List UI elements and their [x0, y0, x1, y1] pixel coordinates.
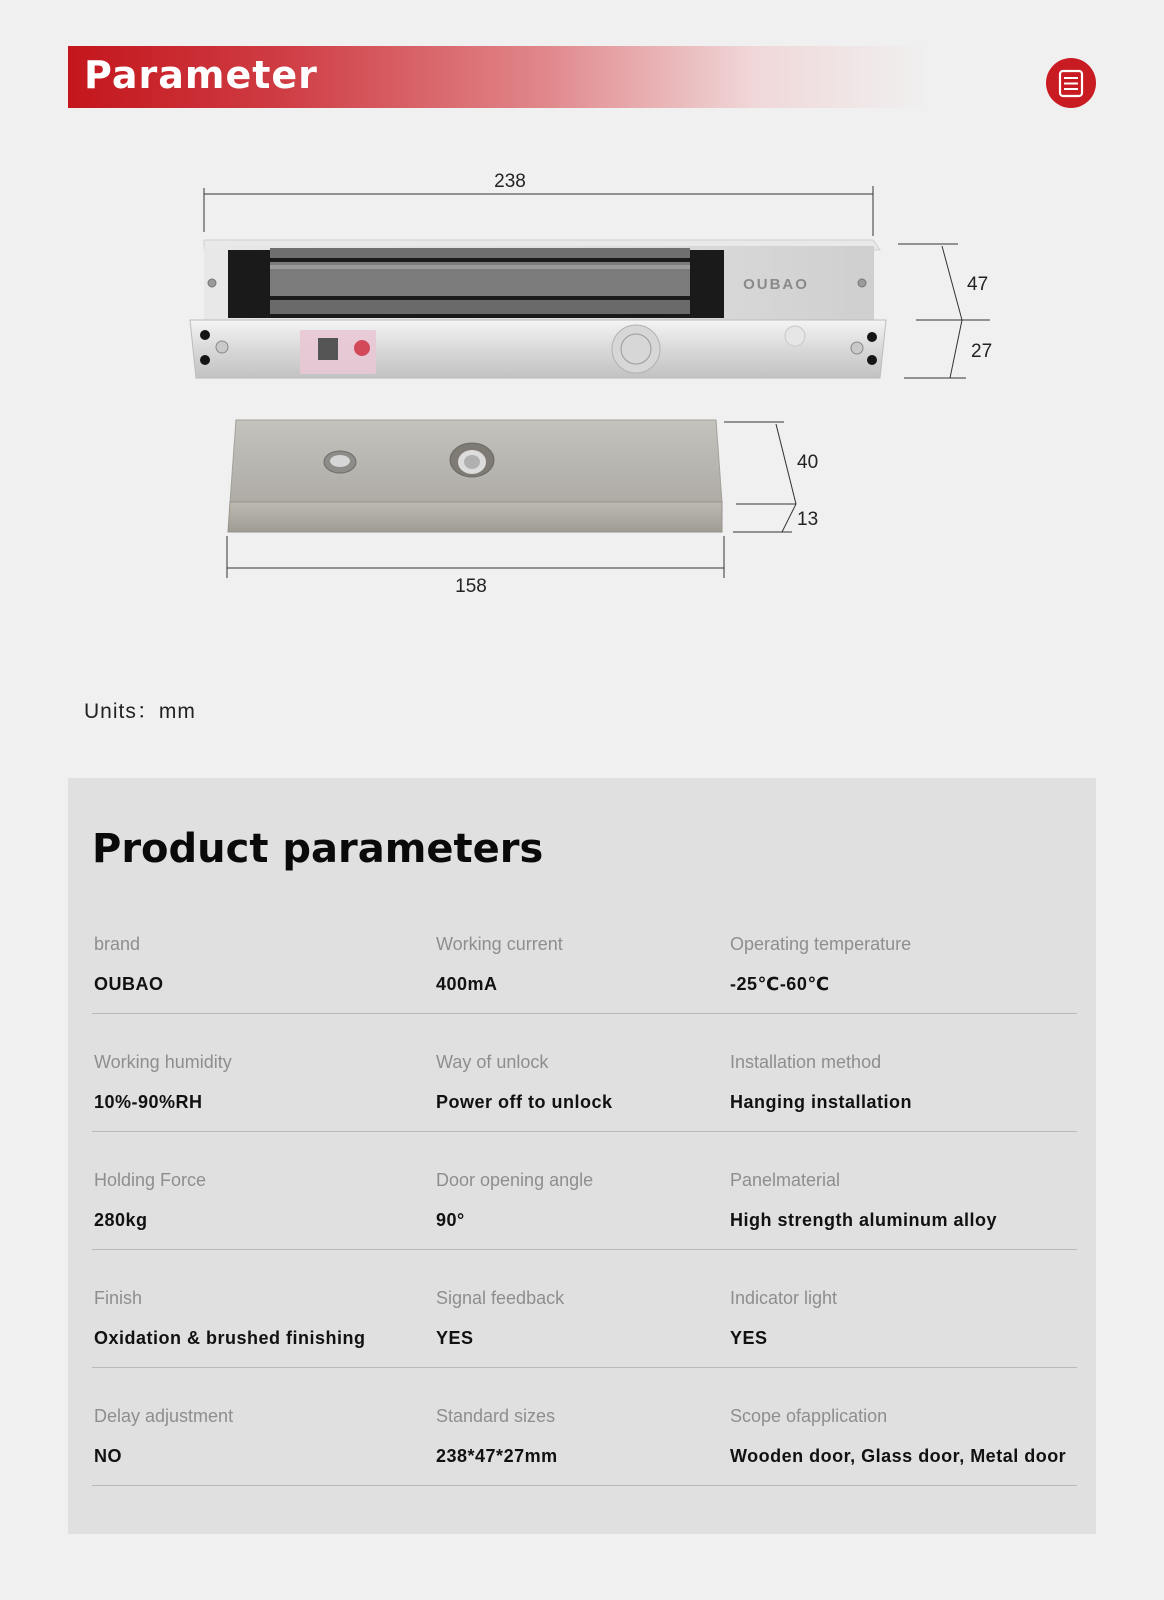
param-value: 280kg [94, 1210, 148, 1230]
param-label: Way of unlock [436, 1052, 549, 1072]
units-note: Units：mm [84, 700, 196, 723]
brand-logo-text: OUBAO [743, 276, 809, 293]
section-title: Parameter [84, 53, 318, 97]
param-row [92, 896, 1077, 1014]
dimension-label-13: 13 [797, 509, 819, 530]
dimension-height-body [898, 244, 992, 378]
param-label: Working humidity [94, 1052, 232, 1072]
param-value: 238*47*27mm [436, 1446, 558, 1466]
param-row [92, 1014, 1077, 1132]
param-label: Panelmaterial [730, 1170, 841, 1190]
param-label: Signal feedback [436, 1288, 565, 1308]
param-value: Power off to unlock [436, 1092, 613, 1112]
dimension-drawing [0, 150, 1164, 610]
param-label: Working current [436, 934, 563, 954]
param-label: Operating temperature [730, 934, 912, 954]
armature-plate [228, 420, 722, 532]
param-label: Door opening angle [436, 1170, 594, 1190]
param-label: Delay adjustment [94, 1406, 234, 1426]
param-label: Holding Force [94, 1170, 207, 1190]
dimension-width-top [204, 171, 873, 236]
param-label: Standard sizes [436, 1406, 556, 1426]
param-value: YES [730, 1328, 768, 1348]
document-icon [1046, 58, 1096, 108]
param-label: Finish [94, 1288, 143, 1308]
product-parameters-panel [68, 778, 1096, 1534]
dimension-label-40: 40 [797, 452, 819, 473]
param-value: 400mA [436, 974, 498, 994]
param-value: NO [94, 1446, 122, 1466]
param-value: OUBAO [94, 974, 164, 994]
param-value: Wooden door, Glass door, Metal door [730, 1446, 1067, 1466]
param-row [92, 1368, 1077, 1486]
panel-title: Product parameters [92, 826, 544, 872]
magnetic-lock-body [190, 240, 886, 378]
dimension-label-238: 238 [494, 171, 526, 192]
param-value: 90° [436, 1210, 465, 1230]
dimension-label-27: 27 [971, 341, 993, 362]
param-label: Scope ofapplication [730, 1406, 888, 1426]
param-row [92, 1132, 1077, 1250]
param-value: High strength aluminum alloy [730, 1210, 998, 1230]
param-value: Oxidation & brushed finishing [94, 1328, 366, 1348]
param-row [92, 1250, 1077, 1368]
dimension-label-158: 158 [455, 576, 487, 597]
section-header-bar [68, 46, 928, 108]
param-value: -25℃-60℃ [730, 974, 830, 994]
param-value: 10%-90%RH [94, 1092, 203, 1112]
param-label: brand [94, 934, 141, 954]
param-label: Installation method [730, 1052, 882, 1072]
param-value: Hanging installation [730, 1092, 913, 1112]
dimension-label-47: 47 [967, 274, 989, 295]
param-label: Indicator light [730, 1288, 838, 1308]
param-value: YES [436, 1328, 474, 1348]
